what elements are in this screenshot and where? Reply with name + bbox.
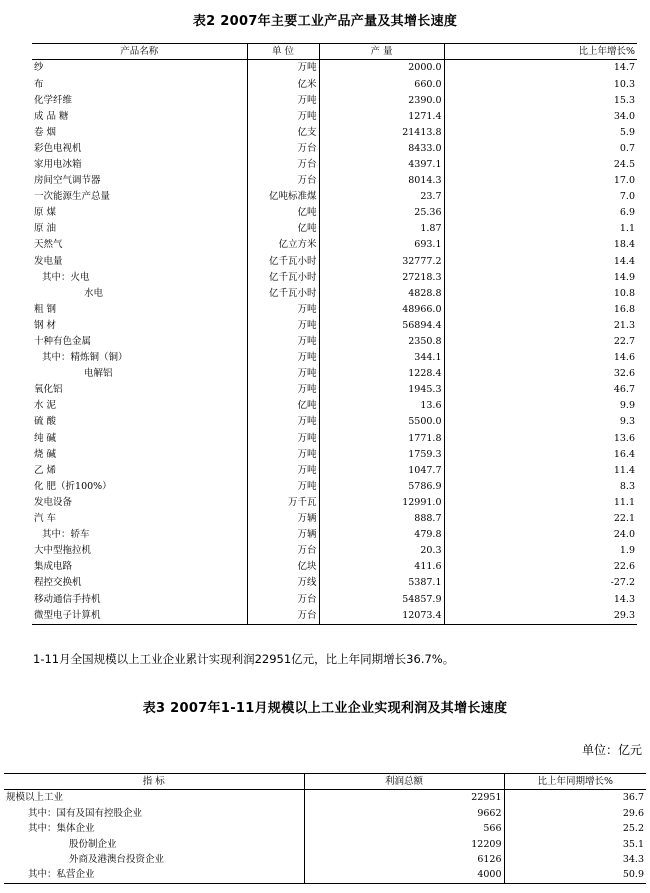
- output-cell: 48966.0: [319, 302, 444, 318]
- product-name-cell: 布: [32, 77, 247, 93]
- product-name-cell: 原 煤: [32, 205, 247, 221]
- growth-cell: 11.1: [613, 496, 635, 508]
- growth-cell: 10.8: [613, 287, 635, 299]
- output-cell: 8433.0: [319, 141, 444, 157]
- product-name-cell: 房间空气调节器: [32, 173, 247, 189]
- product-name-cell: 集成电路: [32, 559, 247, 575]
- growth-cell: 14.4: [613, 255, 635, 267]
- growth-cell: 7.0: [619, 191, 635, 203]
- growth-cell: -27.2: [610, 577, 635, 589]
- product-name-cell: 水 泥: [32, 398, 247, 414]
- profit-cell: 12209: [304, 837, 504, 852]
- table2: [32, 43, 637, 625]
- table-row: [32, 592, 637, 608]
- unit-cell: 亿吨: [247, 205, 319, 221]
- output-cell: 5500.0: [319, 414, 444, 430]
- table-row: [32, 254, 637, 270]
- table-row: [32, 479, 637, 495]
- output-cell: 2000.0: [319, 60, 444, 77]
- table-row: [32, 447, 637, 463]
- product-name-cell: 纱: [32, 60, 247, 77]
- table-row: [32, 60, 637, 77]
- table-row: [32, 366, 637, 382]
- growth-cell: 24.5: [613, 158, 635, 170]
- table-row: [32, 575, 637, 591]
- growth-cell: 22.7: [613, 336, 635, 347]
- table-row: [4, 837, 646, 852]
- unit-cell: 亿吨: [247, 398, 319, 414]
- product-name-cell: 汽 车: [32, 511, 247, 527]
- unit-cell: 万辆: [247, 511, 319, 527]
- table-row: [32, 511, 637, 527]
- unit-cell: 亿千瓦小时: [247, 270, 319, 286]
- output-cell: 660.0: [319, 77, 444, 93]
- growth-cell: 17.0: [613, 175, 635, 187]
- output-cell: 693.1: [319, 237, 444, 253]
- product-name-cell: 原 油: [32, 221, 247, 237]
- indicator-cell: 其中：国有及国有控股企业: [4, 806, 304, 821]
- header-profit: 利润总额: [304, 774, 504, 790]
- indicator-cell: 其中：集体企业: [4, 821, 304, 836]
- product-name-cell: 化 肥（折100%）: [32, 479, 247, 495]
- product-name-cell: 移动通信手持机: [32, 592, 247, 608]
- product-name-cell: 水电: [32, 286, 247, 302]
- table-row: [32, 382, 637, 398]
- table-row: [32, 221, 637, 237]
- unit-cell: 万台: [247, 543, 319, 559]
- unit-cell: 万千瓦: [247, 495, 319, 511]
- indicator-cell: 其中：私营企业: [4, 867, 304, 883]
- output-cell: 1945.3: [319, 382, 444, 398]
- unit-cell: 亿支: [247, 125, 319, 141]
- profit-cell: 4000: [304, 867, 504, 883]
- output-cell: 8014.3: [319, 173, 444, 189]
- output-cell: 1228.4: [319, 366, 444, 382]
- unit-cell: 万吨: [247, 318, 319, 334]
- growth-cell: 24.0: [613, 529, 635, 541]
- output-cell: 479.8: [319, 527, 444, 543]
- growth-cell: 15.3: [613, 94, 635, 106]
- unit-cell: 万吨: [247, 382, 319, 398]
- output-cell: 23.7: [319, 189, 444, 205]
- header-yoy-growth: 比上年同期增长%: [504, 774, 646, 790]
- product-name-cell: 硫 酸: [32, 414, 247, 430]
- indicator-cell: 股份制企业: [4, 837, 304, 852]
- unit-cell: 万吨: [247, 431, 319, 447]
- table-row: [32, 157, 637, 173]
- header-product-name: 产品名称: [32, 44, 247, 60]
- table-row: [32, 527, 637, 543]
- growth-cell: 10.3: [613, 78, 635, 90]
- product-name-cell: 电解铝: [32, 366, 247, 382]
- product-name-cell: 天然气: [32, 237, 247, 253]
- unit-cell: 亿千瓦小时: [247, 254, 319, 270]
- product-name-cell: 发电设备: [32, 495, 247, 511]
- product-name-cell: 其中：精炼铜（铜）: [32, 350, 247, 366]
- growth-cell: 46.7: [613, 384, 635, 396]
- indicator-cell: 规模以上工业: [4, 790, 304, 806]
- product-name-cell: 化学纤维: [32, 93, 247, 109]
- header-growth: 比上年增长%: [444, 44, 637, 60]
- output-cell: 56894.4: [319, 318, 444, 334]
- product-name-cell: 烧 碱: [32, 447, 247, 463]
- unit-cell: 亿吨: [247, 221, 319, 237]
- yoy-growth-cell: 35.1: [622, 838, 644, 850]
- output-cell: 1759.3: [319, 447, 444, 463]
- table-row: [32, 93, 637, 109]
- output-cell: 2390.0: [319, 93, 444, 109]
- unit-cell: 万吨: [247, 463, 319, 479]
- output-cell: 2350.8: [319, 334, 444, 350]
- table-row: [32, 173, 637, 189]
- growth-cell: 32.6: [613, 368, 635, 380]
- output-cell: 888.7: [319, 511, 444, 527]
- table-row: [32, 205, 637, 221]
- output-cell: 4397.1: [319, 157, 444, 173]
- table-row: [4, 806, 646, 821]
- output-cell: 12073.4: [319, 608, 444, 625]
- unit-cell: 亿吨标准煤: [247, 189, 319, 205]
- unit-cell: 万吨: [247, 109, 319, 125]
- table-row: [32, 608, 637, 625]
- output-cell: 25.36: [319, 205, 444, 221]
- output-cell: 4828.8: [319, 286, 444, 302]
- unit-cell: 万台: [247, 592, 319, 608]
- yoy-growth-cell: 29.6: [622, 807, 644, 819]
- product-name-cell: 粗 钢: [32, 302, 247, 318]
- product-name-cell: 成 品 糖: [32, 109, 247, 125]
- table3-unit-label: 单位：亿元: [581, 743, 642, 757]
- table-row: [4, 852, 646, 867]
- unit-cell: 亿立方米: [247, 237, 319, 253]
- output-cell: 1771.8: [319, 431, 444, 447]
- table-row: [32, 559, 637, 575]
- growth-cell: 22.1: [613, 513, 635, 525]
- unit-cell: 亿块: [247, 559, 319, 575]
- output-cell: 54857.9: [319, 592, 444, 608]
- header-output: 产 量: [319, 44, 444, 60]
- output-cell: 27218.3: [319, 270, 444, 286]
- growth-cell: 8.3: [619, 480, 635, 492]
- unit-cell: 万吨: [247, 447, 319, 463]
- unit-cell: 万吨: [247, 60, 319, 77]
- output-cell: 32777.2: [319, 254, 444, 270]
- table3: [4, 773, 646, 884]
- unit-cell: 万吨: [247, 334, 319, 350]
- table-row: [32, 495, 637, 511]
- indicator-cell: 外商及港澳台投资企业: [4, 852, 304, 867]
- unit-cell: 万吨: [247, 93, 319, 109]
- yoy-growth-cell: 34.3: [622, 854, 644, 866]
- growth-cell: 18.4: [613, 239, 635, 251]
- header-unit: 单 位: [247, 44, 319, 60]
- table2-header-row: [32, 44, 637, 60]
- yoy-growth-cell: 25.2: [622, 823, 644, 835]
- output-cell: 411.6: [319, 559, 444, 575]
- table-row: [32, 77, 637, 93]
- table-row: [32, 189, 637, 205]
- table-row: [32, 334, 637, 350]
- table-row: [32, 431, 637, 447]
- growth-cell: 14.3: [613, 593, 635, 605]
- table2-title: 表2 2007年主要工业产品产量及其增长速度: [192, 14, 458, 29]
- growth-cell: 14.9: [613, 271, 635, 283]
- output-cell: 1047.7: [319, 463, 444, 479]
- product-name-cell: 钢 材: [32, 318, 247, 334]
- profit-cell: 566: [304, 821, 504, 836]
- product-name-cell: 彩色电视机: [32, 141, 247, 157]
- growth-cell: 14.7: [613, 62, 635, 74]
- growth-cell: 16.4: [613, 448, 635, 460]
- product-name-cell: 发电量: [32, 254, 247, 270]
- unit-cell: 万线: [247, 575, 319, 591]
- output-cell: 344.1: [319, 350, 444, 366]
- output-cell: 13.6: [319, 398, 444, 414]
- output-cell: 12991.0: [319, 495, 444, 511]
- output-cell: 5786.9: [319, 479, 444, 495]
- growth-cell: 22.6: [613, 561, 635, 573]
- table-row: [32, 350, 637, 366]
- table-row: [4, 867, 646, 883]
- yoy-growth-cell: 50.9: [504, 867, 646, 883]
- growth-cell: 16.8: [613, 303, 635, 315]
- output-cell: 1271.4: [319, 109, 444, 125]
- output-cell: 21413.8: [319, 125, 444, 141]
- table-row: [32, 543, 637, 559]
- profit-cell: 9662: [304, 806, 504, 821]
- growth-cell: 6.9: [619, 207, 635, 219]
- growth-cell: 21.3: [613, 319, 635, 331]
- product-name-cell: 纯 碱: [32, 431, 247, 447]
- growth-cell: 1.9: [619, 545, 635, 557]
- profit-cell: 6126: [304, 852, 504, 867]
- table-row: [32, 414, 637, 430]
- growth-cell: 9.3: [619, 416, 635, 428]
- table3-title: 表3 2007年1-11月规模以上工业企业实现利润及其增长速度: [142, 701, 508, 716]
- table-row: [32, 398, 637, 414]
- product-name-cell: 一次能源生产总量: [32, 189, 247, 205]
- unit-cell: 万吨: [247, 302, 319, 318]
- unit-cell: 万吨: [247, 366, 319, 382]
- product-name-cell: 微型电子计算机: [32, 608, 247, 625]
- growth-cell: 14.6: [613, 352, 635, 364]
- unit-cell: 亿千瓦小时: [247, 286, 319, 302]
- table3-header-row: [4, 774, 646, 790]
- product-name-cell: 卷 烟: [32, 125, 247, 141]
- table-row: [32, 318, 637, 334]
- unit-cell: 万吨: [247, 414, 319, 430]
- unit-cell: 万台: [247, 173, 319, 189]
- table-row: [32, 109, 637, 125]
- table-row: [32, 125, 637, 141]
- growth-cell: 0.7: [619, 142, 635, 154]
- unit-cell: 万台: [247, 608, 319, 625]
- unit-cell: 亿米: [247, 77, 319, 93]
- growth-cell: 9.9: [619, 400, 635, 412]
- output-cell: 1.87: [319, 221, 444, 237]
- product-name-cell: 氧化铝: [32, 382, 247, 398]
- product-name-cell: 家用电冰箱: [32, 157, 247, 173]
- growth-cell: 11.4: [613, 464, 635, 476]
- product-name-cell: 大中型拖拉机: [32, 543, 247, 559]
- product-name-cell: 其中：火电: [32, 270, 247, 286]
- product-name-cell: 其中：轿车: [32, 527, 247, 543]
- profit-note: 1-11月全国规模以上工业企业累计实现利润22951亿元，比上年同期增长36.7%。: [33, 652, 455, 666]
- unit-cell: 万台: [247, 157, 319, 173]
- table-row: [32, 270, 637, 286]
- growth-cell: 29.3: [444, 608, 637, 625]
- table-row: [32, 463, 637, 479]
- product-name-cell: 程控交换机: [32, 575, 247, 591]
- table-row: [32, 302, 637, 318]
- table-row: [32, 286, 637, 302]
- unit-cell: 万台: [247, 141, 319, 157]
- growth-cell: 34.0: [613, 110, 635, 122]
- table-row: [4, 821, 646, 836]
- yoy-growth-cell: 36.7: [622, 792, 644, 804]
- growth-cell: 1.1: [619, 223, 635, 235]
- unit-cell: 万辆: [247, 527, 319, 543]
- growth-cell: 13.6: [613, 432, 635, 444]
- output-cell: 20.3: [319, 543, 444, 559]
- table-row: [4, 790, 646, 806]
- product-name-cell: 十种有色金属: [32, 334, 247, 350]
- table-row: [32, 141, 637, 157]
- unit-cell: 万吨: [247, 479, 319, 495]
- growth-cell: 5.9: [619, 126, 635, 138]
- profit-cell: 22951: [304, 790, 504, 806]
- header-indicator: 指 标: [4, 774, 304, 790]
- output-cell: 5387.1: [319, 575, 444, 591]
- product-name-cell: 乙 烯: [32, 463, 247, 479]
- unit-cell: 万吨: [247, 350, 319, 366]
- table-row: [32, 237, 637, 253]
